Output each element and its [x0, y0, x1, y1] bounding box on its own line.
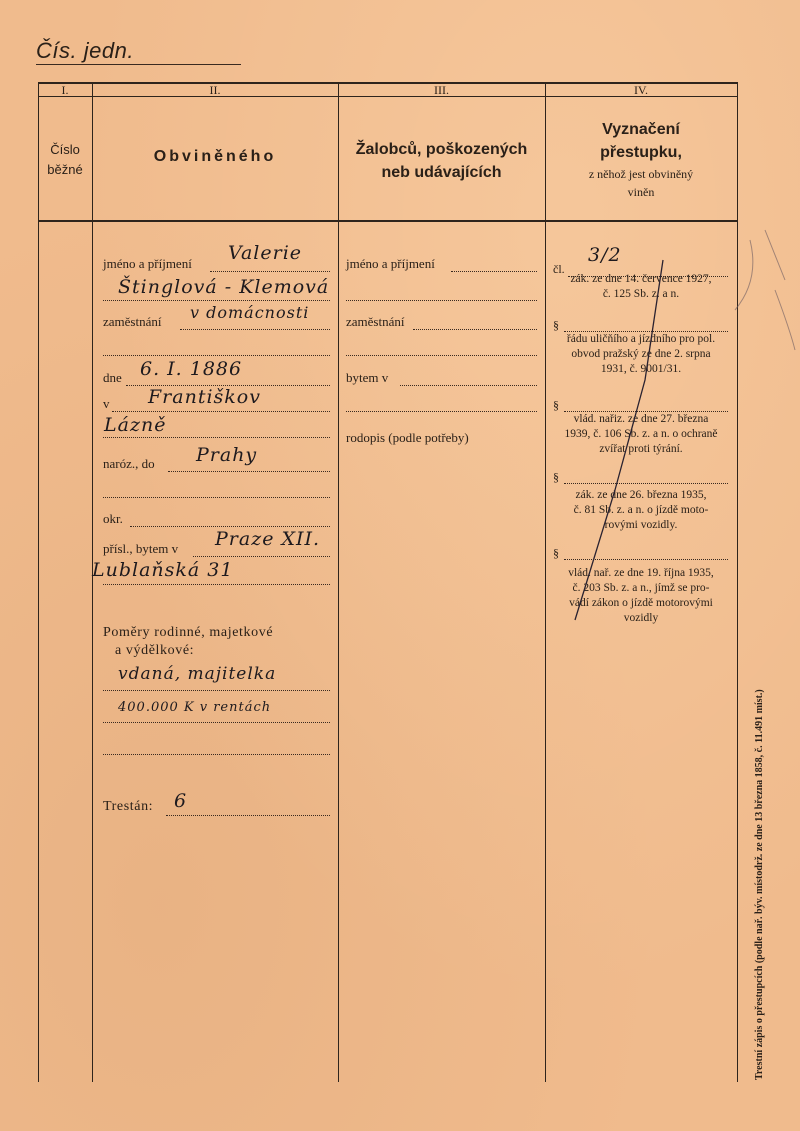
dots: [130, 526, 330, 527]
section-sign-3: §: [553, 470, 559, 484]
dots: [413, 329, 537, 330]
offence-cl-label: čl.: [553, 262, 565, 276]
col1-divider: [92, 82, 93, 1082]
col4-header-line1: Vyznačení: [602, 121, 680, 138]
accused-birthplace-value-2: Lázně: [104, 414, 167, 436]
accused-domicile-value-1: Praze XII.: [215, 528, 321, 550]
col4-header: [545, 118, 737, 200]
accused-circumstances-value-2: 400.000 K v rentách: [118, 700, 272, 715]
accused-birthplace-value-1: Františkov: [148, 386, 261, 408]
dots: [166, 815, 330, 816]
dots: [180, 329, 330, 330]
law-4-line1: zák. ze dne 26. března 1935,: [575, 489, 707, 501]
dots: [103, 497, 330, 498]
file-number-label: Čís. jedn.: [36, 38, 134, 63]
col4-roman: IV.: [633, 83, 649, 97]
dots: [210, 271, 330, 272]
accused-domicile-label: přísl., bytem v: [103, 541, 179, 556]
circumstances-label-line1: Poměry rodinné, majetkové: [103, 625, 274, 640]
col1-header-line1: Číslo: [50, 142, 80, 157]
plaintiff-occupation-label: zaměstnání: [346, 314, 405, 329]
accused-domicile-value-2: Lublaňská 31: [92, 559, 234, 581]
accused-circumstances-value-1: vdaná, majitelka: [118, 664, 277, 684]
section-sign-4: §: [553, 546, 559, 560]
col3-header: [338, 138, 545, 184]
dots: [193, 556, 330, 557]
plaintiff-residence-label: bytem v: [346, 370, 389, 385]
dots: [103, 355, 330, 356]
law-5-line1: vlád. nař. ze dne 19. října 1935,: [568, 567, 714, 579]
section-sign-1: §: [553, 318, 559, 332]
dots: [400, 385, 537, 386]
dots: [168, 471, 330, 472]
section-sign-2: §: [553, 398, 559, 412]
side-note: Trestní zápis o přestupcích (podle nař. býv. místodrž. ze dne 13 března 1858, č. 11.491 míst.): [754, 689, 765, 1080]
col1-header-line2: běžné: [47, 162, 83, 177]
strike-through-marks: [545, 220, 800, 640]
law-2-line1: řádu uličňího a jízdního pro pol.: [566, 333, 716, 345]
law-3-line1: vlád. nařiz. ze dne 27. března: [573, 413, 709, 425]
law-2-line2: obvod pražský ze dne 2. srpna: [571, 348, 711, 360]
col2-divider: [338, 82, 339, 1082]
accused-born-value: Prahy: [196, 444, 258, 466]
dots: [346, 300, 537, 301]
accused-name-label: jméno a příjmení: [103, 256, 192, 271]
law-4-line3: rovými vozidly.: [604, 519, 678, 531]
dots: [103, 437, 330, 438]
col2-roman: II.: [209, 83, 221, 97]
offence-cl-value: 3/2: [588, 244, 622, 266]
plaintiff-name-label: jméno a příjmení: [346, 256, 435, 271]
col1-header: [38, 140, 92, 180]
accused-birthplace-label: v: [103, 396, 110, 411]
law-5-line2: č. 203 Sb. z. a n., jímž se pro-: [572, 582, 710, 594]
col3-header-line1: Žalobců, poškozených: [355, 141, 528, 158]
dots: [103, 754, 330, 755]
accused-punished-value: 6: [174, 790, 188, 812]
dots: [103, 300, 330, 301]
dots: [103, 690, 330, 691]
dots: [103, 584, 330, 585]
col4-header-line2: přestupku,: [600, 144, 682, 161]
dots: [112, 411, 330, 412]
plaintiff-biography-label: rodopis (podle potřeby): [346, 430, 469, 445]
accused-date-value: 6. I. 1886: [140, 358, 243, 380]
col3-roman: III.: [434, 83, 449, 97]
law-5-line4: vozidly: [623, 612, 659, 624]
col4-header-line4: viněn: [627, 185, 655, 199]
circumstances-label-line2: a výdělkové:: [115, 643, 195, 658]
law-1-line2: č. 125 Sb. z. a n.: [602, 288, 680, 300]
dots: [451, 271, 537, 272]
law-2-line3: 1931, č. 9001/31.: [600, 363, 682, 375]
margin-scribble: [735, 230, 795, 350]
law-3-line2: 1939, č. 106 Sb. z. a n. o ochraně: [564, 428, 718, 440]
accused-date-label: dne: [103, 370, 122, 385]
law-4-line2: č. 81 Sb. z. a n. o jízdě moto-: [573, 504, 709, 516]
col1-roman: I.: [61, 83, 69, 97]
dots: [346, 355, 537, 356]
accused-occupation-label: zaměstnání: [103, 314, 162, 329]
accused-born-label: naróz., do: [103, 456, 155, 471]
law-3-line3: zvířat proti týrání.: [599, 443, 683, 455]
law-5-line3: vádí zákon o jízdě motorovými: [569, 597, 713, 609]
table-left-border: [38, 82, 39, 1082]
dots: [103, 722, 330, 723]
accused-name-value-2: Štinglová - Klemová: [118, 276, 330, 298]
accused-district-label: okr.: [103, 511, 123, 526]
dots: [346, 411, 537, 412]
col2-header: Obviněného: [153, 148, 277, 165]
file-number-line: [36, 64, 241, 65]
accused-occupation-value: v domácnosti: [190, 303, 310, 322]
accused-name-value-1: Valerie: [228, 242, 303, 264]
law-1-line1: zák. ze dne 14. července 1927,: [570, 273, 712, 285]
diagonal-strike: [575, 260, 663, 620]
accused-punished-label: Trestán:: [103, 799, 154, 814]
col4-header-line3: z něhož jest obviněný: [588, 167, 694, 181]
col3-header-line2: neb udávajících: [381, 164, 502, 181]
accused-circumstances-label: [103, 624, 273, 660]
